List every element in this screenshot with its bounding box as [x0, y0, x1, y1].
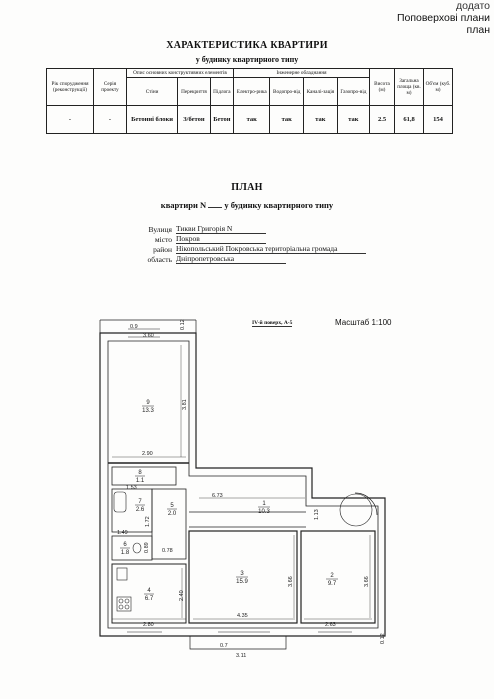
room-8 — [135, 470, 145, 484]
dim-side-012-bot: 0.12 — [380, 633, 386, 644]
dim-bot-435: 4.35 — [237, 613, 248, 619]
dim-r4-240: 2.40 — [179, 590, 185, 601]
sub-sewer: Каналі-зація — [304, 78, 338, 106]
scale-label: Масштаб 1:100 — [335, 318, 392, 327]
dim-r9-height: 3.81 — [182, 399, 188, 410]
district-label: район — [153, 245, 172, 254]
dim-k-153: 1.53 — [126, 485, 137, 491]
dim-bot-280: 2.80 — [143, 622, 154, 628]
characteristic-title: ХАРАКТЕРИСТИКА КВАРТИРИ — [166, 40, 328, 51]
val-height: 2.5 — [370, 106, 395, 134]
val-floor: Бетон — [210, 106, 233, 134]
svg-text:2.0: 2.0 — [167, 511, 177, 517]
stove-icon — [117, 597, 131, 611]
sub-ceiling: Перекриття — [178, 78, 211, 106]
room-5 — [167, 503, 177, 517]
sub-gas: Газопро-від — [337, 78, 369, 106]
room-9 — [142, 400, 154, 414]
col-area: Загальна площа (кв. м) — [395, 69, 424, 106]
svg-text:3: 3 — [240, 571, 244, 577]
col-series: Серія проекту — [94, 69, 127, 106]
room-3 — [236, 571, 248, 585]
svg-text:9.7: 9.7 — [327, 581, 337, 587]
dim-side-012-top: 0.12 — [180, 319, 186, 330]
sink-icon — [117, 568, 127, 580]
group-structural: Опис основних конструктивних елементів — [127, 69, 234, 78]
dim-k-149: 1.49 — [117, 530, 128, 536]
col-volume: Об'єм (куб. м) — [424, 69, 453, 106]
svg-text:1.8: 1.8 — [120, 550, 130, 556]
col-height: Висота (м) — [370, 69, 395, 106]
street-value: Тикви Григорія N — [176, 224, 266, 234]
svg-text:6.7: 6.7 — [144, 596, 154, 602]
plan-subtitle-suffix: у будинку квартирного типу — [224, 200, 334, 210]
floor-label: IV-й поверх, А-5 — [252, 320, 293, 326]
plan-walls — [100, 320, 385, 649]
city-label: місто — [154, 235, 172, 244]
dim-bot-311: 3.11 — [236, 653, 247, 659]
room-1 — [258, 501, 270, 515]
bathtub-icon — [114, 492, 126, 512]
room-2 — [326, 573, 338, 587]
dim-r5-172: 1.72 — [145, 516, 151, 527]
val-walls: Бетонні блоки — [127, 106, 178, 134]
room-labels — [120, 400, 338, 602]
room-7 — [135, 499, 145, 513]
dim-r2-366: 3.66 — [364, 576, 370, 587]
dim-top-360: 3.60 — [143, 333, 154, 339]
sub-electric: Електро-рика — [234, 78, 270, 106]
plan-title: ПЛАН — [231, 182, 263, 193]
svg-text:10.3: 10.3 — [258, 509, 270, 515]
dim-bot-263: 2.63 — [325, 622, 336, 628]
sub-water: Водопро-від — [270, 78, 304, 106]
svg-text:9: 9 — [146, 400, 150, 406]
region-label: область — [147, 255, 172, 264]
sub-walls: Стіни — [127, 78, 178, 106]
sub-floor: Підлога — [210, 78, 233, 106]
corner-line-1: додато — [455, 0, 490, 12]
val-electric: так — [234, 106, 270, 134]
svg-text:4: 4 — [147, 588, 151, 594]
dim-top-09: 0.9 — [130, 324, 138, 330]
district-value: Нікопольський Покровська територіальна громада — [176, 244, 366, 254]
svg-text:7: 7 — [138, 499, 142, 505]
svg-text:8: 8 — [138, 470, 142, 476]
val-sewer: так — [304, 106, 338, 134]
dim-r6-089: 0.89 — [144, 542, 150, 553]
val-ceiling: З/бетон — [178, 106, 211, 134]
street-label: Вулиця — [148, 225, 172, 234]
room-6 — [120, 542, 130, 556]
dim-bot-07: 0.7 — [220, 643, 228, 649]
room-4 — [144, 588, 154, 602]
val-volume: 154 — [424, 106, 453, 134]
dim-r6-078: 0.78 — [162, 548, 173, 554]
svg-text:1.1: 1.1 — [135, 478, 145, 484]
col-reconstruction: Рік спорудження (реконструкції) — [47, 69, 94, 106]
dim-r3-366: 3.66 — [288, 576, 294, 587]
svg-text:13.3: 13.3 — [142, 408, 154, 414]
group-engineering: Інженерне обладнання — [234, 69, 370, 78]
dim-r9-width: 2.90 — [142, 451, 153, 457]
toilet-icon — [133, 543, 141, 553]
val-area: 61,8 — [395, 106, 424, 134]
dim-corr-673: 6.73 — [212, 493, 223, 499]
svg-text:1: 1 — [262, 501, 266, 507]
corner-line-3: план — [466, 24, 490, 36]
plan-subtitle-prefix: квартири N — [160, 200, 207, 210]
val-gas: так — [337, 106, 369, 134]
dim-r1-113: 1.13 — [314, 509, 320, 520]
svg-text:5: 5 — [170, 503, 174, 509]
svg-text:6: 6 — [123, 542, 127, 548]
characteristic-subtitle: у будинку квартирного типу — [195, 55, 299, 64]
region-value: Дніпропетровська — [176, 254, 286, 264]
val-reconstruction: - — [47, 106, 94, 134]
city-value: Покров — [176, 234, 266, 244]
svg-text:2.6: 2.6 — [135, 507, 145, 513]
svg-text:15.9: 15.9 — [236, 579, 248, 585]
val-water: так — [270, 106, 304, 134]
svg-text:2: 2 — [330, 573, 334, 579]
corner-line-2: Поповерхові плани — [396, 12, 490, 24]
val-series: - — [94, 106, 127, 134]
